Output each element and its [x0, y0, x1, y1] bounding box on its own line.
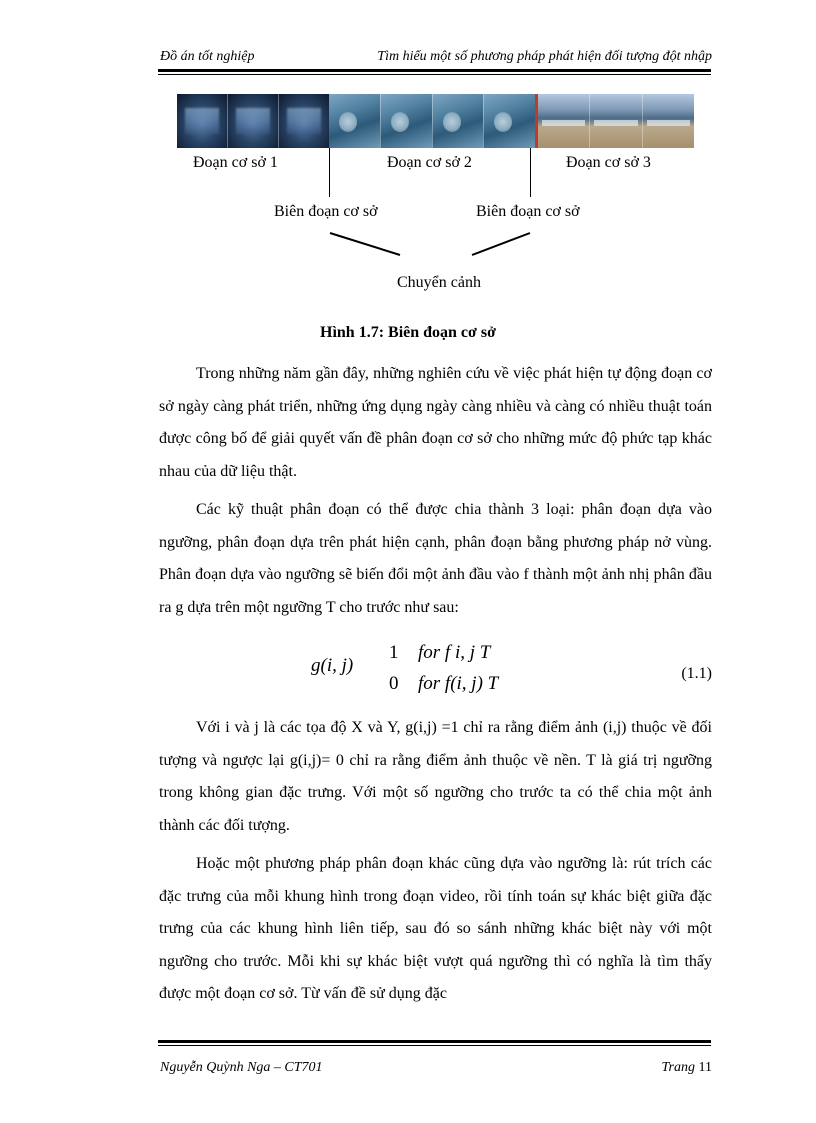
boundary-line-2: [530, 148, 531, 197]
shot-1-frames: [177, 94, 329, 148]
transition-arrows: [320, 225, 540, 265]
paragraph-1: Trong những năm gần đây, những nghiên cứu về việc phát hiện tự động đoạn cơ sở ngày càng phát triển, những ứng dụng ngày càng nhiều và càng có nhiều thuật toán được công bố để giải quyết vấn đề phân đoạn cơ sở cho những mức độ phức tạp khác nhau của dữ liệu thật.: [159, 365, 712, 480]
header-rule-thin: [158, 74, 711, 75]
video-frame: [228, 94, 279, 148]
transition-label: Chuyển cảnh: [397, 274, 481, 291]
boundary-label-2: Biên đoạn cơ sở: [476, 203, 580, 220]
header-rule-thick: [158, 69, 711, 72]
boundary-line-1: [329, 148, 330, 197]
footer-page: [662, 1060, 712, 1076]
header-doc-type: Đồ án tốt nghiệp: [160, 49, 255, 64]
paragraph-4: Hoặc một phương pháp phân đoạn khác cũng dựa vào ngưỡng là: rút trích các đặc trưng của mỗi khung hình trong đoạn video, rồi tính toán sự khác biệt giữa đặc trưng của các khung hình liên tiếp, sau đó so sánh những khác biệt này với một ngưỡng cho trước. Mỗi khi sự khác biệt vượt quá ngưỡng thì có nghĩa là tìm thấy được một đoạn cơ sở. Từ vấn đề sử dụng đặc: [159, 855, 712, 1002]
video-frame: [538, 94, 590, 148]
shot-3-label: Đoạn cơ sở 3: [566, 154, 651, 171]
page-label: Trang: [661, 1060, 696, 1075]
shot-2-frames: [329, 94, 535, 148]
header-doc-title: Tìm hiểu một số phương pháp phát hiện đối tượng đột nhập: [377, 49, 712, 64]
shot-3-frames: [538, 94, 694, 148]
footer-rule-thick: [158, 1040, 711, 1043]
boundary-label-1: Biên đoạn cơ sở: [274, 203, 378, 220]
figure-caption: Hình 1.7: Biên đoạn cơ sở: [320, 324, 496, 341]
video-frame: [279, 94, 329, 148]
video-frame: [643, 94, 694, 148]
video-frame: [329, 94, 381, 148]
footer-author: Nguyễn Quỳnh Nga – CT701: [160, 1060, 323, 1075]
video-frame-strip: [177, 94, 694, 148]
video-frame: [381, 94, 433, 148]
arrow-line-left: [330, 233, 400, 255]
equation-row2-value: 0: [389, 673, 399, 694]
video-frame: [590, 94, 642, 148]
footer-rule-thin: [158, 1045, 711, 1046]
shot-1-label: Đoạn cơ sở 1: [193, 154, 278, 171]
equation-row1-value: 1: [389, 642, 399, 663]
shot-2-label: Đoạn cơ sở 2: [387, 154, 472, 171]
equation-lhs: g(i, j): [311, 655, 354, 676]
page-number: 11: [698, 1060, 712, 1075]
equation-block: [159, 636, 712, 702]
paragraph-3: Với i và j là các tọa độ X và Y, g(i,j) =1 chỉ ra rằng điểm ảnh (i,j) thuộc về đối tượng và ngược lại g(i,j)= 0 chỉ ra rằng điểm ảnh thuộc về nền. T là giá trị ngưỡng trong không gian đặc trưng. Với một số ngưỡng cho trước ta có thể chia một ảnh thành các đối tượng.: [159, 719, 712, 834]
arrow-line-right: [472, 233, 530, 255]
video-frame: [484, 94, 535, 148]
equation-row2-condition: for f(i, j) T: [418, 673, 499, 694]
equation-row1-condition: for f i, j T: [418, 642, 491, 663]
video-frame: [177, 94, 228, 148]
equation-number: (1.1): [681, 665, 712, 682]
video-frame: [433, 94, 485, 148]
paragraph-2: Các kỹ thuật phân đoạn có thể được chia thành 3 loại: phân đoạn dựa vào ngưỡng, phân đoạn dựa trên phát hiện cạnh, phân đoạn bằng phương pháp nở vùng. Phân đoạn dựa vào ngưỡng sẽ biến đổi một ảnh đầu vào f thành một ảnh nhị phân đầu ra g dựa trên một ngưỡng T cho trước như sau:: [159, 501, 712, 616]
